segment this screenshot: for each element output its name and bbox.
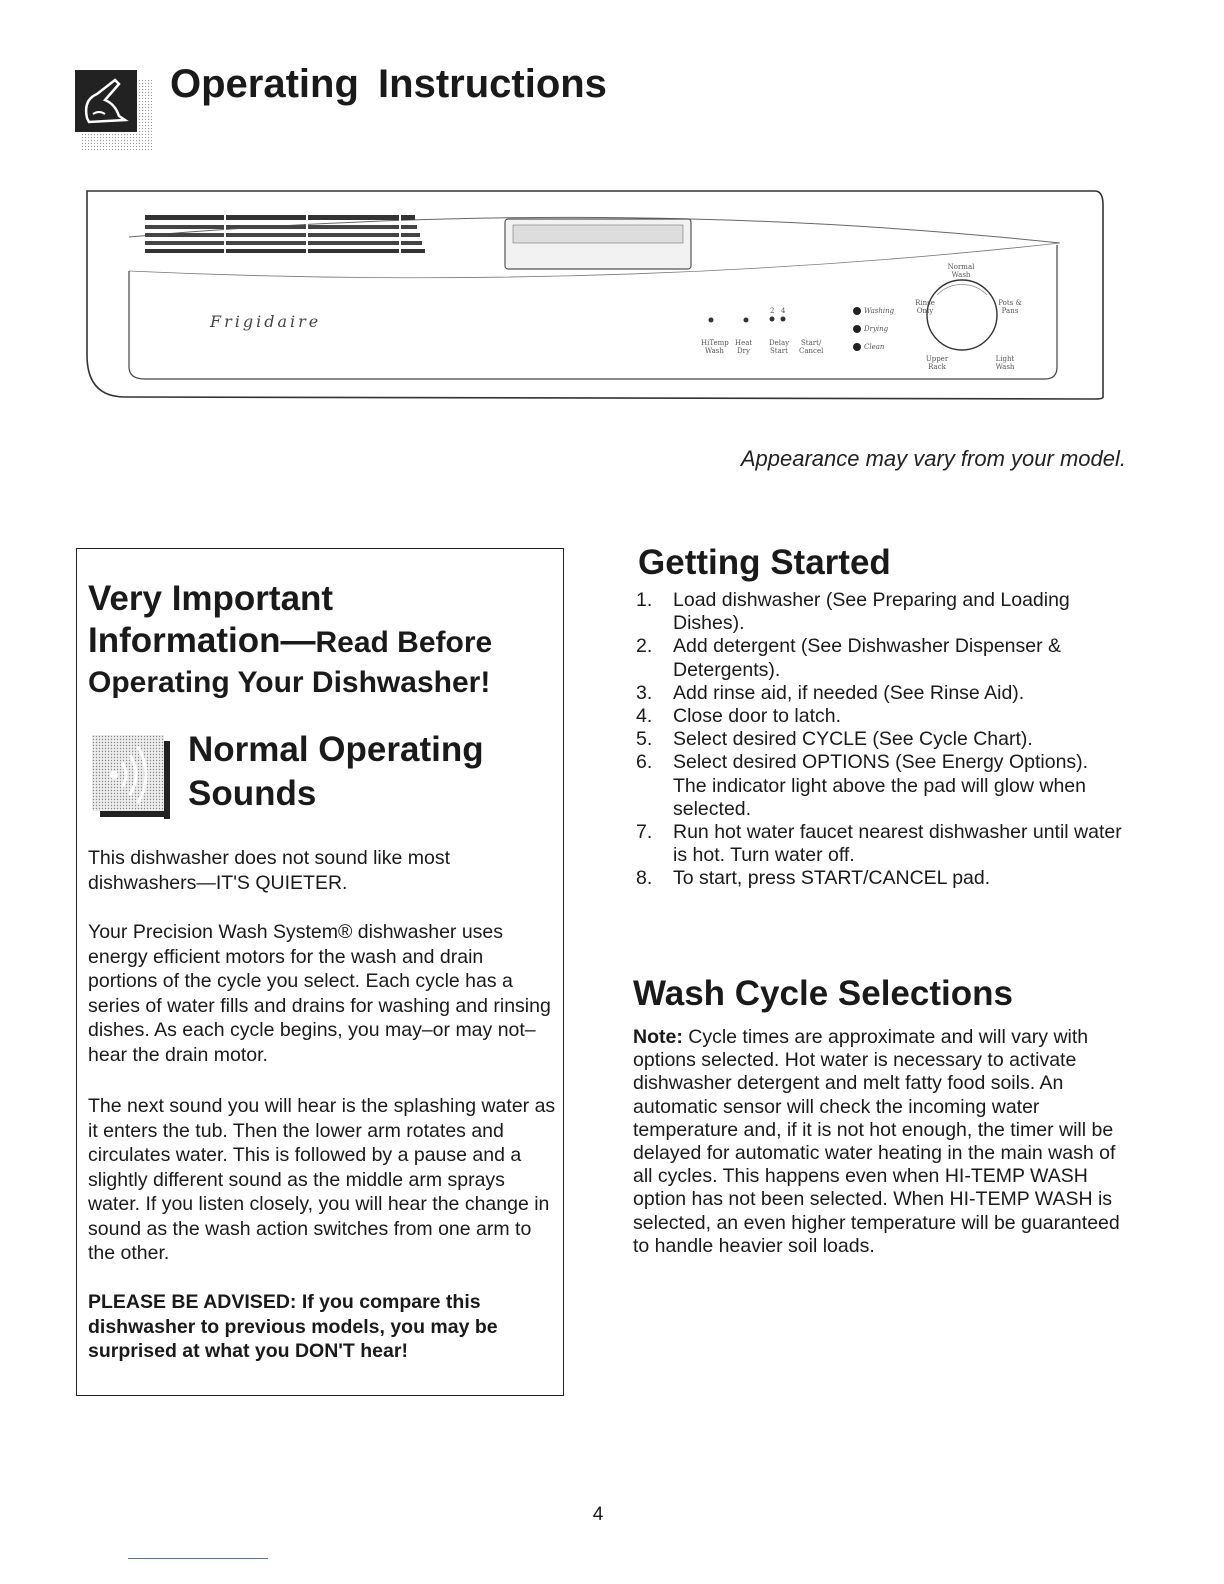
rinse-only-label: Rinse: [915, 299, 935, 307]
list-item: 4. Close door to latch.: [636, 705, 842, 728]
option-lights: [709, 317, 786, 323]
advisory-paragraph: PLEASE BE ADVISED: If you compare this dishwasher to previous models, you may be surprised at what you DON'T hear!: [88, 1291, 498, 1362]
list-item: 6. Select desired OPTIONS (See Energy Options). The indicator light above the pad will glow when selected.: [636, 751, 1089, 820]
heading-information: Information—: [88, 621, 316, 660]
cycle-dial[interactable]: [927, 280, 997, 350]
list-item: 3. Add rinse aid, if needed (See Rinse Aid).: [636, 681, 1025, 704]
list-item: 8. To start, press START/CANCEL pad.: [636, 867, 991, 890]
start-cancel-pad[interactable]: Start/: [801, 339, 822, 347]
start-cancel-pad-line2[interactable]: Cancel: [799, 347, 824, 355]
status-lights: [853, 307, 895, 351]
pots-pans-label-2: Pans: [1001, 307, 1019, 315]
delay-hour-4: 4: [781, 307, 786, 315]
important-heading-line3: Operating Your Dishwasher!: [88, 666, 491, 699]
precision-wash-paragraph: Your Precision Wash System® dishwasher uses energy efficient motors for the wash and drain portions of the cycle you select. Each cycle has a series of water fills and drains for washing and rinsing dishes. As each cycle begins, you may–or may not–hear the drain motor.: [88, 921, 551, 1066]
washing-light-label: Washing: [864, 307, 895, 315]
delay-start-pad-line2[interactable]: Start: [770, 347, 788, 355]
important-heading-line1: Very Important: [88, 579, 334, 618]
pots-pans-label: Pots &: [998, 299, 1022, 307]
page-title: Operating Instructions: [170, 62, 607, 106]
hitemp-wash-pad-line2[interactable]: Wash: [705, 347, 724, 355]
delay-start-pad[interactable]: Delay: [769, 339, 790, 347]
normal-sounds-title-line1: Normal Operating: [188, 730, 484, 769]
heat-dry-pad[interactable]: Heat: [735, 339, 753, 347]
note-text: Cycle times are approximate and will vary with options selected. Hot water is necessary to activate dishwasher detergent and melt fatty food soils. An automatic sensor will check the incoming water temperature and, if it is not hot enough, the timer will be delayed for automatic water heating in the main wash of all cycles. This happens even when HI-TEMP WASH option has not been selected. When HI-TEMP WASH is selected, an even higher temperature will be guaranteed to handle heavier soil loads.: [633, 1026, 1120, 1257]
upper-rack-label-2: Rack: [928, 363, 946, 371]
page-number: 4: [592, 1504, 604, 1525]
getting-started-title: Getting Started: [638, 543, 891, 582]
upper-rack-label: Upper: [925, 355, 949, 363]
hitemp-wash-pad[interactable]: HiTemp: [701, 339, 729, 347]
quieter-paragraph: This dishwasher does not sound like most dishwashers—IT'S QUIETER.: [88, 847, 451, 894]
normal-sounds-title-line2: Sounds: [188, 774, 317, 813]
wash-cycle-title: Wash Cycle Selections: [633, 974, 1013, 1013]
heat-dry-pad-line2[interactable]: Dry: [737, 347, 750, 355]
list-item: 5. Select desired CYCLE (See Cycle Chart).: [636, 728, 1033, 751]
list-item: 1. Load dishwasher (See Preparing and Loading Dishes).: [636, 589, 1070, 635]
normal-wash-label: Normal: [947, 263, 975, 271]
speaker-sound-icon: [92, 735, 176, 821]
clean-light-label: Clean: [864, 343, 885, 351]
heading-read-before: Read Before: [315, 626, 493, 659]
note-label: Note:: [633, 1026, 683, 1048]
light-wash-label: Light: [995, 355, 1015, 363]
delay-hour-2: 2: [770, 307, 775, 315]
illustration-caption: Appearance may vary from your model.: [740, 446, 1126, 471]
important-heading-line2: [88, 620, 492, 664]
footer-rule: [128, 1558, 268, 1559]
control-panel-illustration: [85, 185, 1105, 415]
normal-wash-label-2: Wash: [951, 271, 971, 279]
hand-pen-icon: [75, 70, 153, 150]
rinse-only-label-2: Only: [916, 307, 934, 315]
brand-logo: Frigidaire: [210, 312, 322, 331]
normal-sounds-title: [188, 728, 548, 816]
list-item: 7. Run hot water faucet nearest dishwasher until water is hot. Turn water off.: [636, 821, 1122, 867]
light-wash-label-2: Wash: [995, 363, 1015, 371]
option-pad-labels: [701, 339, 824, 355]
list-item: 2. Add detergent (See Dishwasher Dispenser & Detergents).: [636, 635, 1062, 681]
splashing-paragraph: The next sound you will hear is the splashing water as it enters the tub. Then the lower arm rotates and circulates water. This is followed by a pause and a slightly different sound as the middle arm sprays water. If you listen closely, you will hear the change in sound as the wash action switches from one arm to the other.: [88, 1095, 556, 1264]
getting-started-steps: [636, 589, 1126, 891]
wash-cycle-note: [633, 1026, 1123, 1258]
drying-light-label: Drying: [864, 325, 889, 333]
